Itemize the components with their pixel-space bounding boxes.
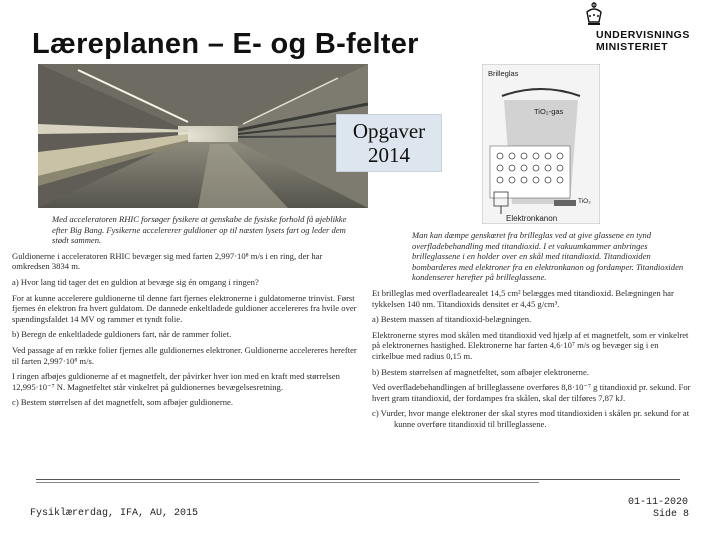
logo-line-1: UNDERVISNINGS	[596, 29, 690, 41]
footer-date: 01-11-2020	[628, 497, 689, 508]
footer-divider-secondary	[36, 482, 539, 483]
diagram-label-gas: TiO₂-gas	[534, 107, 564, 116]
rhic-paragraph-4: I ringen afbøjes guldionerne af et magnetfelt, der påvirker hver ion med en kraft med størrelsen 12,995·10⁻⁷ N. Magnetfeltet står vinkelret på guldionernes bevægelsesretning.	[12, 371, 340, 392]
tio2-caption: Man kan dæmpe genskæret fra brilleglas ved at give glassene en tynd overfladebehandling med titandioxid. I et vakuumkammer anbringes brilleglassene i en holder over en skål med titandioxid. Titandioxiden bombarderes med elektroner fra en elektronkanon og fordamper. Titandioxiden kondenserer herefter på brilleglassene.	[412, 230, 684, 283]
tio2-question-c: c) Vurder, hvor mange elektroner der skal styres mod titandioxiden i skålen pr. sekund for at kunne overføre titandioxid til brilleglassene.	[372, 408, 690, 429]
crown-icon	[584, 2, 604, 32]
diagram-label-brilleglas: Brilleglas	[488, 69, 519, 78]
footer-divider	[36, 479, 680, 480]
diagram-label-tio2: TiO₂	[578, 198, 591, 205]
rhic-paragraph-2: For at kunne accelerere guldionerne til denne fart fjernes elektronerne i guldatomerne trinvist. Først fjernes én elektron fra hvert guldatom. De dannede enkeltladede guldioner accelereres fra hvile over spændingsfaldet 14 MV og rammer et tyndt folie.	[12, 292, 357, 324]
rhic-question-a: a) Hvor lang tid tager det en guldion at bevæge sig én omgang i ringen?	[12, 276, 259, 287]
rhic-caption: Med acceleratoren RHIC forsøger fysikere at genskabe de fysiske forhold få øjeblikke efter Big Bang. Fysikerne accelererer guldioner op til næsten lysets fart og leder dem stødt sammen.	[52, 214, 347, 246]
ministry-logo	[580, 0, 715, 60]
rhic-paragraph-3: Ved passage af en række folier fjernes alle guldionernes elektroner. Guldionerne accelereres herefter til farten 2,997·10⁸ m/s.	[12, 344, 357, 366]
slide-title: Læreplanen – E- og B-felter	[32, 28, 419, 60]
accelerator-tunnel-photo	[38, 64, 368, 208]
logo-line-2: MINISTERIET	[596, 41, 669, 53]
footer-event: Fysiklærerdag, IFA, AU, 2015	[30, 508, 199, 519]
rhic-paragraph-1: Guldionerne i acceleratoren RHIC bevæger sig med farten 2,997·10⁸ m/s i en ring, der har omkredsen 3834 m.	[12, 250, 323, 272]
titandioxid-problem-text	[372, 230, 692, 476]
rhic-problem-text	[12, 214, 360, 476]
tio2-question-b: b) Bestem størrelsen af magnetfeltet, som afbøjer elektronerne.	[372, 366, 589, 377]
tio2-paragraph-1: Et brilleglas med overfladearealet 14,5 cm² belægges med titandioxid. Belægningen har tykkelsen 140 nm. Titandioxids densitet er 4,45 g/cm³.	[372, 287, 674, 309]
footer-page-number: Side 8	[653, 509, 690, 520]
diagram-label-elektronkanon: Elektronkanon	[506, 214, 558, 223]
tio2-paragraph-2: Elektronerne styres mod skålen med titandioxid ved hjælp af et magnetfelt, som er vinkelret på elektronernes hastighed. Elektronerne har farten 4,6·10⁷ m/s og bevæger sig i en cirkelbue med radius 0,15 m.	[372, 329, 689, 361]
opgaver-year: 2014	[368, 143, 410, 167]
rhic-question-c: c) Bestem størrelsen af det magnetfelt, som afbøjer guldionerne.	[12, 397, 233, 408]
opgaver-label: Opgaver	[352, 119, 426, 143]
opgaver-label-box	[336, 114, 442, 172]
tio2-paragraph-3: Ved overfladebehandlingen af brilleglassene overføres 8,8·10⁻⁷ g titandioxid pr. sekund. For hvert gram titandioxid, der fordampes fra skålen, skal der tilføres 7,87 kJ.	[372, 382, 691, 403]
vacuum-chamber-diagram	[482, 64, 600, 224]
tio2-question-a: a) Bestem massen af titandioxid-belægningen.	[372, 314, 532, 325]
rhic-question-b: b) Beregn de enkeltladede guldioners fart, når de rammer foliet.	[12, 329, 232, 340]
